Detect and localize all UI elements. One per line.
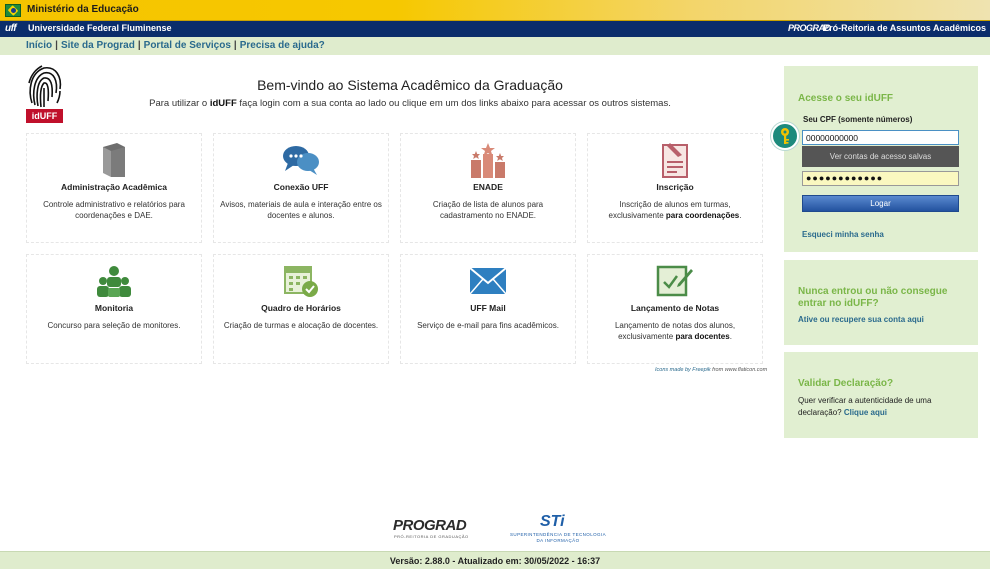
university-bar (0, 21, 990, 37)
form-icon (588, 140, 762, 180)
bottom-strip (0, 569, 990, 575)
pro-reitoria-name: Pró-Reitoria de Assuntos Acadêmicos (823, 23, 986, 33)
tile-uff-mail[interactable] (400, 254, 576, 364)
tile-title: Monitoria (94, 303, 134, 313)
tile-description: Concurso para seleção de monitores. (47, 321, 181, 330)
tile-description: Criação de turmas e alocação de docentes. (223, 321, 379, 330)
prograd-small-logo: PROGRAD (788, 23, 831, 33)
tile-quadro-horarios[interactable] (213, 254, 389, 364)
icon-credits: Icons made by Freepik from www.flaticon.com (655, 367, 768, 373)
nav-ajuda-link[interactable]: Precisa de ajuda? (239, 40, 325, 51)
nav-bar (0, 37, 990, 55)
validate-title: Validar Declaração? (798, 378, 894, 389)
mail-icon (401, 261, 575, 301)
login-panel (784, 66, 978, 252)
nav-site-prograd-link[interactable]: Site da Prograd (60, 40, 135, 51)
validate-text: Quer verificar a autenticidade de uma declaração? Clique aqui (798, 396, 932, 417)
tile-description: Controle administrativo e relatórios para coordenações e DAE. (43, 200, 185, 220)
forgot-password-link[interactable]: Esqueci minha senha (802, 230, 884, 239)
iduff-logo (26, 63, 63, 123)
iduff-label: idUFF (26, 109, 63, 123)
tile-title: Administração Acadêmica (61, 182, 167, 192)
sti-logo[interactable]: STi (540, 513, 565, 530)
tile-lancamento-notas[interactable] (587, 254, 763, 364)
podium-icon (401, 140, 575, 180)
freepik-link[interactable]: Freepik (692, 367, 711, 373)
tile-conexao-uff[interactable] (213, 133, 389, 243)
tile-title: Inscrição (656, 182, 694, 192)
login-button[interactable]: Logar (802, 195, 959, 212)
validate-panel (784, 352, 978, 438)
prograd-logo[interactable]: PROGRAD (393, 517, 467, 534)
uff-logo[interactable]: uff (5, 23, 17, 34)
people-icon (27, 261, 201, 301)
fingerprint-icon (26, 63, 63, 109)
tile-description: Avisos, materiais de aula e interação entre os docentes e alunos. (220, 200, 382, 220)
validate-link[interactable]: Clique aqui (843, 408, 887, 417)
nav-portal-servicos-link[interactable]: Portal de Serviços (143, 40, 231, 51)
tile-description: Serviço de e-mail para fins acadêmicos. (417, 321, 559, 330)
systems-grid (26, 133, 764, 365)
nav-links: Início | Site da Prograd | Portal de Serviços | Precisa de ajuda? (26, 40, 325, 51)
prograd-subtitle: PRÓ-REITORIA DE GRADUAÇÃO (394, 534, 469, 539)
login-title: Acesse o seu idUFF (798, 93, 894, 104)
calendar-icon (214, 261, 388, 301)
tile-description: Lançamento de notas dos alunos, exclusivamente para docentes. (614, 321, 736, 341)
tile-title: Quadro de Horários (261, 303, 341, 313)
government-text: Ministério da Educação (27, 4, 139, 15)
tile-title: UFF Mail (470, 303, 506, 313)
tile-description: Criação de lista de alunos para cadastramento no ENADE. (432, 200, 544, 220)
sti-subtitle: SUPERINTENDÊNCIA DE TECNOLOGIA DA INFORMAÇÃO (510, 532, 606, 543)
university-name: Universidade Federal Fluminense (28, 23, 172, 33)
tile-title: Lançamento de Notas (630, 303, 720, 313)
chat-icon (214, 140, 388, 180)
tile-administracao-academica[interactable] (26, 133, 202, 243)
activate-account-link[interactable]: Ative ou recupere sua conta aqui (798, 315, 924, 324)
tile-enade[interactable] (400, 133, 576, 243)
welcome-title: Bem-vindo ao Sistema Acadêmico da Graduação (257, 77, 563, 93)
tile-title: ENADE (473, 182, 503, 192)
cpf-input[interactable] (802, 130, 959, 145)
government-bar (0, 0, 990, 21)
version-footer: Versão: 2.88.0 - Atualizado em: 30/05/2022 - 16:37 (0, 551, 990, 569)
book-icon (27, 140, 201, 180)
brazil-flag-icon (5, 4, 21, 17)
edit-icon (588, 261, 762, 301)
welcome-subtitle: Para utilizar o idUFF faça login com a sua conta ao lado ou clique em um dos links abaixo para acessar os outros sistemas. (149, 98, 671, 109)
tile-inscricao[interactable] (587, 133, 763, 243)
password-input[interactable]: ●●●●●●●●●●●● (802, 171, 959, 186)
tile-monitoria[interactable] (26, 254, 202, 364)
tile-title: Conexão UFF (273, 182, 329, 192)
saved-accounts-dropdown[interactable]: Ver contas de acesso salvas (802, 146, 959, 167)
never-title: Nunca entrou ou não consegue entrar no idUFF? (798, 286, 948, 309)
key-icon[interactable] (771, 122, 799, 150)
cpf-label: Seu CPF (somente números) (803, 115, 913, 124)
never-logged-panel (784, 260, 978, 345)
tile-description: Inscrição de alunos em turmas, exclusivamente para coordenações. (608, 200, 742, 220)
nav-inicio-link[interactable]: Início (26, 40, 53, 51)
